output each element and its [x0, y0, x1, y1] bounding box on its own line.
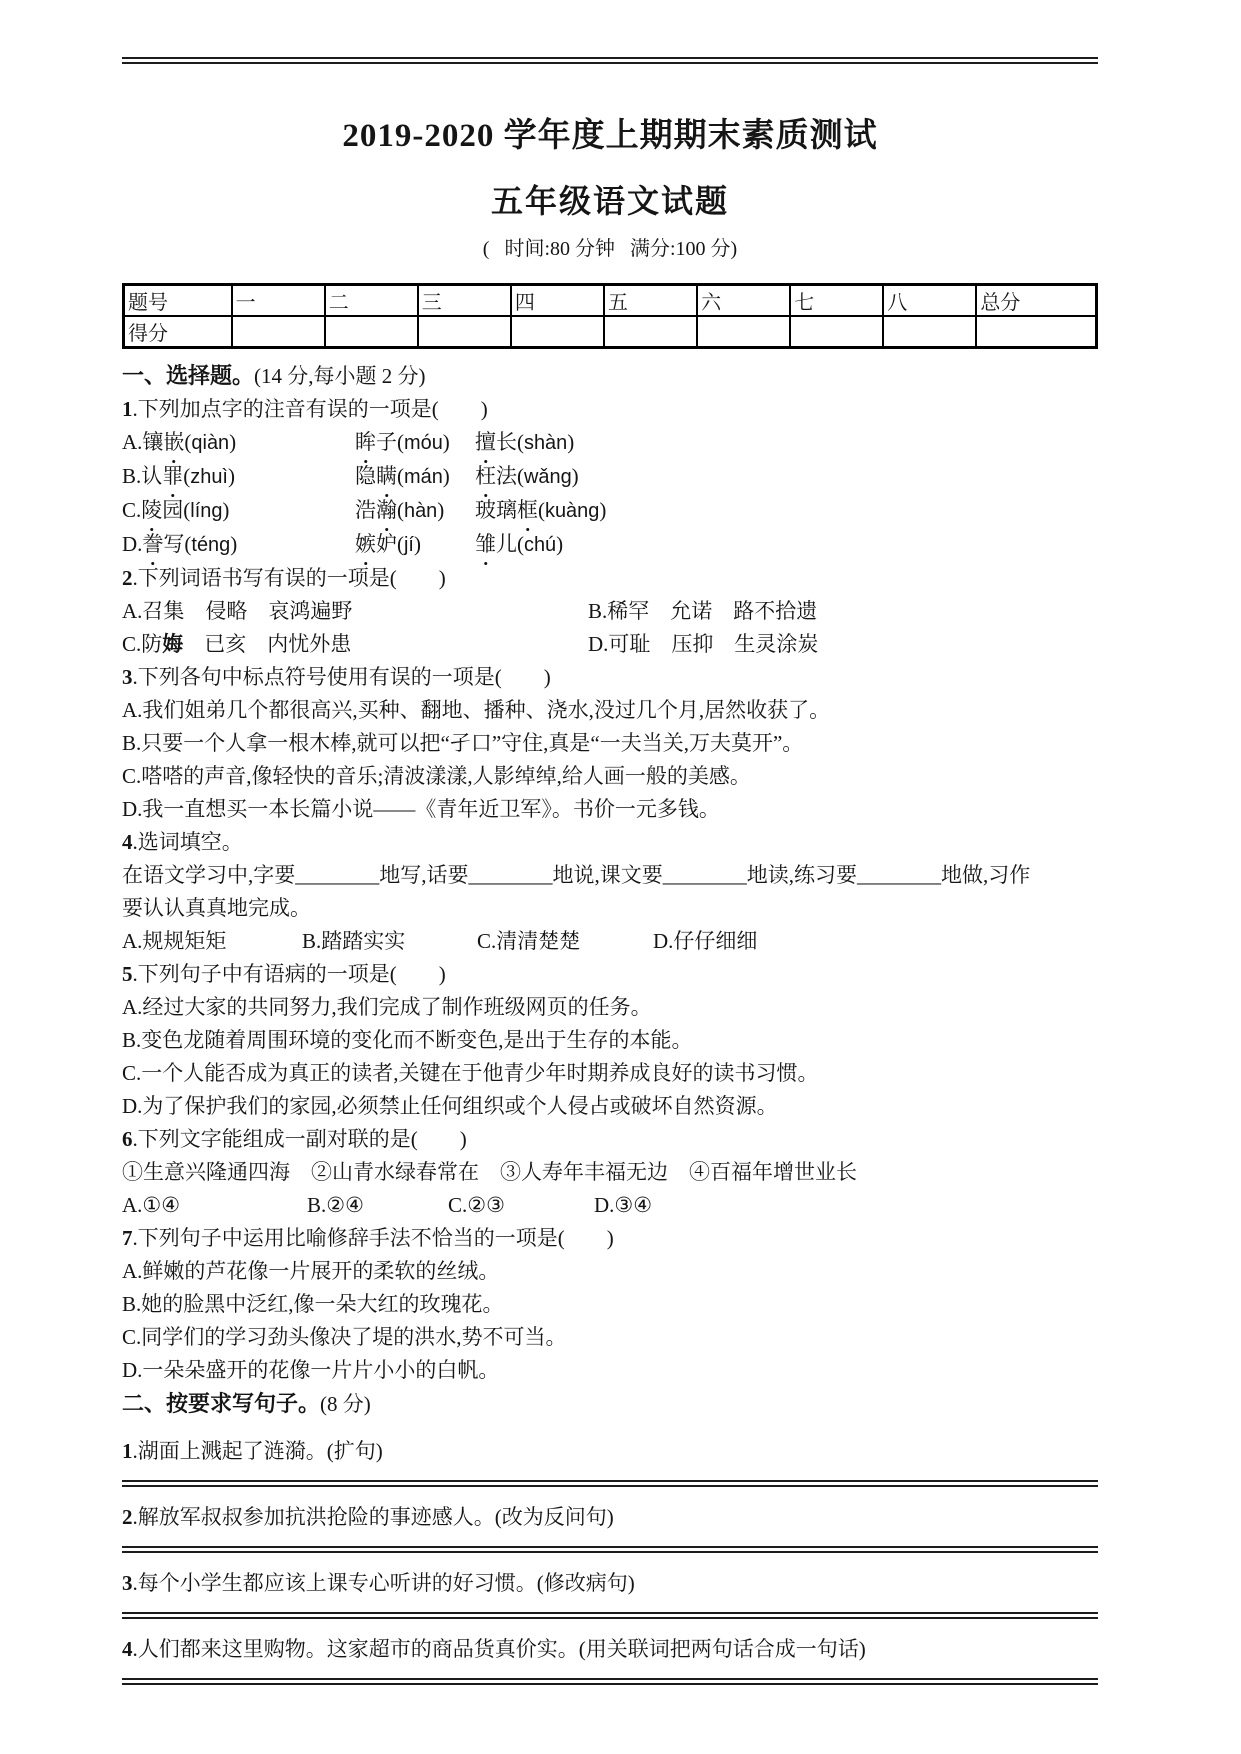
- q1-option-row-a: [122, 426, 1098, 460]
- q6-stem: 6.下列文字能组成一副对联的是( ): [122, 1127, 467, 1151]
- score-empty-cell: [604, 316, 697, 348]
- q4-option-a: A.规规矩矩: [122, 929, 227, 953]
- s2-question-1: 1.湖面上溅起了涟漪。(扩句): [122, 1439, 383, 1463]
- q2-option-b: B.稀罕 允诺 路不拾遗: [588, 599, 818, 623]
- score-empty-cell: [511, 316, 604, 348]
- score-table-header-row: [124, 285, 1097, 317]
- q2-option-row-2: [122, 628, 1098, 661]
- s2-question-2: 2.解放军叔叔参加抗洪抢险的事迹感人。(改为反问句): [122, 1505, 614, 1529]
- q2-option-a: A.召集 侵略 哀鸿遍野: [122, 599, 353, 623]
- q1-b-word3: 枉法(wǎng): [475, 460, 1098, 494]
- paper-content: [122, 57, 1098, 1699]
- section2-body: [122, 1435, 1098, 1685]
- answer-line: [122, 1480, 1098, 1487]
- q1-d-word3: 雏儿(chú): [475, 528, 1098, 562]
- q1-option-row-b: [122, 460, 1098, 494]
- q6-option-c: C.②③: [448, 1193, 505, 1217]
- score-row-label: 得分: [124, 316, 232, 348]
- score-empty-cell: [697, 316, 790, 348]
- q3-stem: 3.下列各句中标点符号使用有误的一项是( ): [122, 665, 551, 689]
- q3-option-a: A.我们姐弟几个都很高兴,买种、翻地、播种、浇水,没过几个月,居然收获了。: [122, 698, 831, 722]
- q1-c-word1: C.陵园(líng): [122, 494, 355, 528]
- q4-option-row: [122, 925, 1098, 958]
- q4-option-b: B.踏踏实实: [302, 929, 406, 953]
- q1-a-word1: A.镶嵌(qiàn): [122, 426, 355, 460]
- q6-option-b: B.②④: [307, 1193, 364, 1217]
- section1-heading-label: 一、选择题。: [122, 363, 255, 388]
- score-header-cell: 总分: [976, 285, 1096, 317]
- q5-option-c: C.一个人能否成为真正的读者,关键在于他青少年时期养成良好的读书习惯。: [122, 1061, 819, 1085]
- q4-fill-line2: 要认认真真地完成。: [122, 896, 311, 920]
- q6-option-d: D.③④: [594, 1193, 653, 1217]
- section2-heading: [122, 1387, 1098, 1421]
- q4-option-d: D.仔仔细细: [653, 929, 758, 953]
- page-title: 2019-2020 学年度上期期末素质测试: [342, 118, 878, 154]
- score-header-cell: 五: [604, 285, 697, 317]
- score-header-cell: 八: [883, 285, 976, 317]
- score-header-cell: 一: [232, 285, 325, 317]
- q3-option-d: D.我一直想买一本长篇小说——《青年近卫军》。书价一元多钱。: [122, 797, 720, 821]
- q2-option-d: D.可耻 压抑 生灵涂炭: [588, 632, 819, 656]
- paper-body: [122, 359, 1098, 1685]
- q3-option-b: B.只要一个人拿一根木棒,就可以把“孑口”守住,真是“一夫当关,万夫莫开”。: [122, 731, 804, 755]
- score-empty-cell: [418, 316, 511, 348]
- q1-a-word2: 眸子(móu): [355, 426, 475, 460]
- score-empty-cell: [232, 316, 325, 348]
- q6-option-row: [122, 1189, 1098, 1222]
- q6-option-a: A.①④: [122, 1193, 181, 1217]
- score-header-cell: 六: [697, 285, 790, 317]
- q1-d-word2: 嫉妒(jí): [355, 528, 475, 562]
- q7-option-b: B.她的脸黑中泛红,像一朵大红的玫瑰花。: [122, 1292, 504, 1316]
- section2-heading-label: 二、按要求写句子。: [122, 1391, 321, 1416]
- s2-question-3: 3.每个小学生都应该上课专心听讲的好习惯。(修改病句): [122, 1571, 635, 1595]
- answer-line: [122, 1546, 1098, 1553]
- score-header-cell: 三: [418, 285, 511, 317]
- q7-stem: 7.下列句子中运用比喻修辞手法不恰当的一项是( ): [122, 1226, 614, 1250]
- score-header-cell: 题号: [124, 285, 232, 317]
- q7-option-d: D.一朵朵盛开的花像一片片小小的白帆。: [122, 1358, 500, 1382]
- exam-meta: ( 时间:80 分钟 满分:100 分): [482, 238, 738, 260]
- score-table: [122, 283, 1098, 349]
- score-empty-cell: [883, 316, 976, 348]
- header-rule: [122, 57, 1098, 64]
- q1-b-word1: B.认罪(zhuì): [122, 460, 355, 494]
- score-empty-cell: [976, 316, 1096, 348]
- answer-line: [122, 1612, 1098, 1619]
- q7-option-c: C.同学们的学习劲头像决了堤的洪水,势不可当。: [122, 1325, 567, 1349]
- q5-option-d: D.为了保护我们的家园,必须禁止任何组织或个人侵占或破坏自然资源。: [122, 1094, 778, 1118]
- q1-d-word1: D.誊写(téng): [122, 528, 355, 562]
- q1-option-row-d: [122, 528, 1098, 562]
- score-header-cell: 七: [790, 285, 883, 317]
- q5-stem: 5.下列句子中有语病的一项是( ): [122, 962, 446, 986]
- q2-option-c: C.防娒 已亥 内忧外患: [122, 632, 352, 656]
- score-header-cell: 四: [511, 285, 604, 317]
- q1-c-word2: 浩瀚(hàn): [355, 494, 475, 528]
- score-empty-cell: [790, 316, 883, 348]
- q4-option-c: C.清清楚楚: [477, 929, 581, 953]
- section2-heading-note: (8 分): [320, 1392, 371, 1416]
- page-subtitle: 五年级语文试题: [490, 183, 729, 219]
- q7-option-a: A.鲜嫩的芦花像一片展开的柔软的丝绒。: [122, 1259, 500, 1283]
- section1-heading: [122, 359, 1098, 393]
- q1-c-word3: 玻璃框(kuàng): [475, 494, 1098, 528]
- section1-heading-note: (14 分,每小题 2 分): [254, 364, 426, 388]
- q1-a-word3: 擅长(shàn): [475, 426, 1098, 460]
- q4-fill-line1: 在语文学习中,字要________地写,话要________地说,课文要________地读,练习要________地做,习作: [122, 863, 1031, 887]
- q3-option-c: C.嗒嗒的声音,像轻快的音乐;清波漾漾,人影绰绰,给人画一般的美感。: [122, 764, 751, 788]
- s2-question-4: 4.人们都来这里购物。这家超市的商品货真价实。(用关联词把两句话合成一句话): [122, 1637, 866, 1661]
- q1-b-word2: 隐瞒(mán): [355, 460, 475, 494]
- q6-couplet-items: ①生意兴隆通四海 ②山青水绿春常在 ③人寿年丰福无边 ④百福年增世业长: [122, 1160, 857, 1184]
- q4-stem: 4.选词填空。: [122, 830, 243, 854]
- q1-option-row-c: [122, 494, 1098, 528]
- q5-option-a: A.经过大家的共同努力,我们完成了制作班级网页的任务。: [122, 995, 652, 1019]
- score-empty-cell: [325, 316, 418, 348]
- q2-stem: 2.下列词语书写有误的一项是( ): [122, 566, 446, 590]
- q2-option-row-1: [122, 595, 1098, 628]
- score-header-cell: 二: [325, 285, 418, 317]
- score-table-score-row: [124, 316, 1097, 348]
- answer-line: [122, 1678, 1098, 1685]
- q5-option-b: B.变色龙随着周围环境的变化而不断变色,是出于生存的本能。: [122, 1028, 693, 1052]
- q1-stem: 1.下列加点字的注音有误的一项是( ): [122, 397, 488, 421]
